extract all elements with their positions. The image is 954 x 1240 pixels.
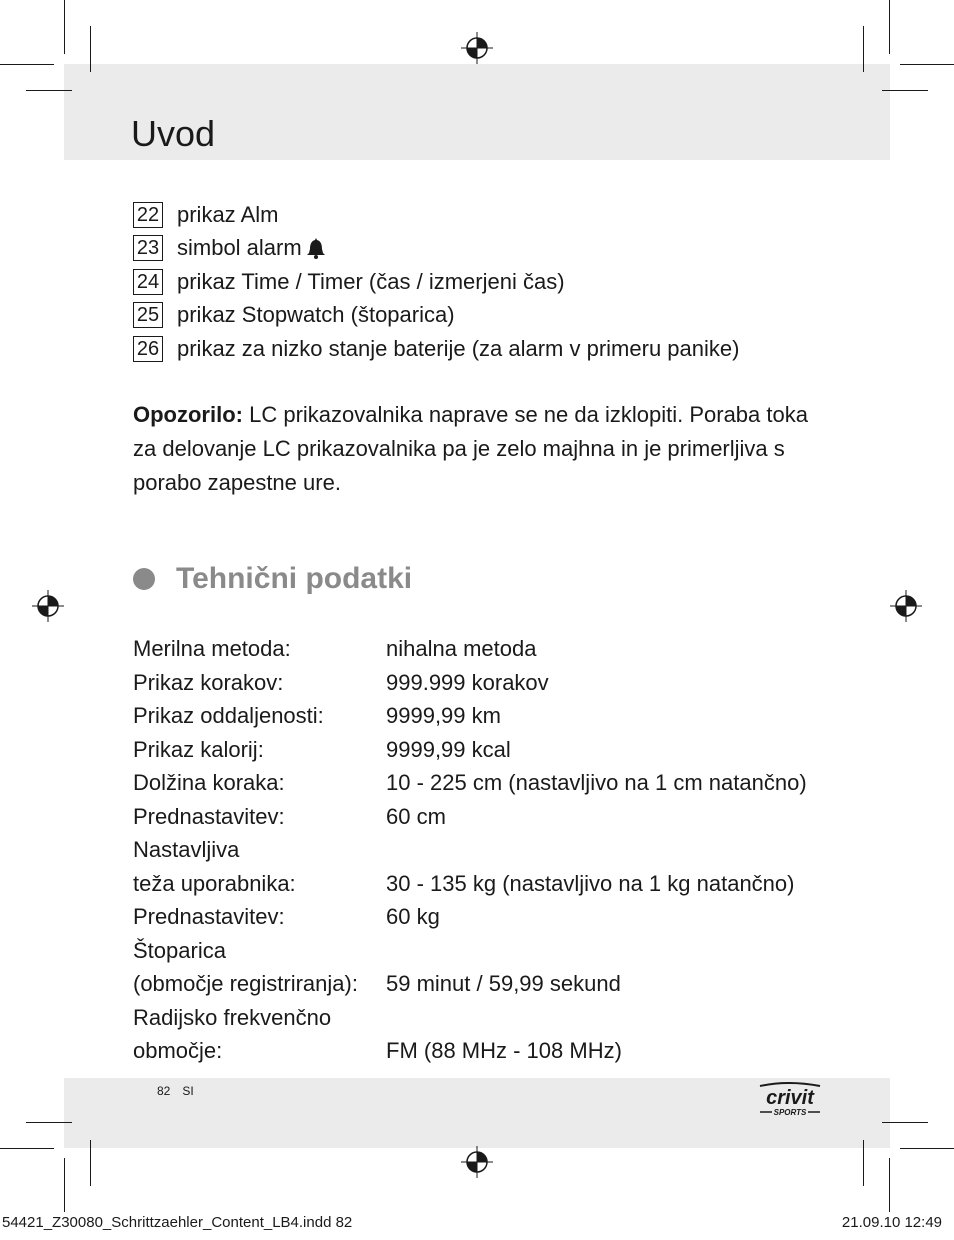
crivit-logo bbox=[758, 1082, 822, 1118]
crop-mark bbox=[64, 1158, 65, 1212]
spec-label: Prikaz oddaljenosti: bbox=[133, 703, 324, 728]
list-item bbox=[133, 198, 739, 232]
crop-mark bbox=[26, 1122, 72, 1123]
spec-value: 10 - 225 cm (nastavljivo na 1 cm natančno) bbox=[386, 770, 807, 795]
print-slug-file: 54421_Z30080_Schrittzaehler_Content_LB4.indd 82 bbox=[2, 1214, 353, 1231]
item-text: prikaz Alm bbox=[177, 201, 279, 227]
table-row bbox=[133, 800, 807, 834]
item-text: prikaz za nizko stanje baterije (za alarm v primeru panike) bbox=[177, 335, 740, 361]
crop-mark bbox=[882, 90, 928, 91]
crop-mark bbox=[0, 1148, 54, 1149]
warning-note bbox=[133, 398, 833, 500]
crop-mark bbox=[863, 1140, 864, 1186]
item-text: simbol alarm bbox=[177, 235, 302, 261]
spec-value: 9999,99 km bbox=[386, 703, 501, 728]
table-row bbox=[133, 833, 807, 867]
spec-value: 60 cm bbox=[386, 803, 446, 829]
registration-mark-icon bbox=[888, 588, 924, 624]
table-row bbox=[133, 934, 807, 968]
list-item bbox=[133, 265, 739, 299]
spec-label: Prikaz kalorij: bbox=[133, 736, 264, 762]
note-text: LC prikazovalnika naprave se ne da izklopiti. Poraba toka za delovanje LC prikazovalnika pa je zelo majhna in je primerljiva s porabo zapestne ure. bbox=[133, 402, 808, 495]
spec-value: 60 kg bbox=[386, 904, 440, 929]
spec-value: nihalna metoda bbox=[386, 636, 537, 661]
logo-sub: SPORTS bbox=[773, 1108, 807, 1117]
crop-mark bbox=[900, 64, 954, 65]
crop-mark bbox=[900, 1148, 954, 1149]
spec-value: 9999,99 kcal bbox=[386, 736, 511, 762]
spec-label: Radijsko frekvenčno bbox=[133, 1004, 332, 1030]
language-code: SI bbox=[182, 1084, 194, 1098]
section-title: Tehnični podatki bbox=[176, 562, 413, 595]
print-slug-date: 21.09.10 12:49 bbox=[841, 1214, 942, 1231]
bell-icon bbox=[306, 237, 326, 259]
item-number: 24 bbox=[133, 269, 163, 295]
spec-label: Prednastavitev: bbox=[133, 904, 285, 929]
table-row bbox=[133, 666, 807, 700]
specs-table bbox=[133, 632, 807, 1068]
crop-mark bbox=[26, 90, 72, 91]
registration-mark-icon bbox=[459, 30, 495, 66]
legend-list bbox=[133, 198, 739, 366]
registration-mark-icon bbox=[459, 1144, 495, 1180]
list-item bbox=[133, 332, 739, 366]
table-row bbox=[133, 1001, 807, 1035]
item-number: 25 bbox=[133, 302, 163, 328]
list-item bbox=[133, 299, 739, 333]
spec-label: Prednastavitev: bbox=[133, 803, 285, 829]
item-number: 23 bbox=[133, 235, 163, 261]
item-number: 22 bbox=[133, 202, 163, 228]
crop-mark bbox=[90, 26, 91, 72]
page-number: 82 bbox=[157, 1084, 171, 1098]
registration-mark-icon bbox=[30, 588, 66, 624]
table-row bbox=[133, 733, 807, 767]
item-text: prikaz Stopwatch (štoparica) bbox=[177, 302, 455, 328]
table-row bbox=[133, 867, 807, 901]
logo-brand: crivit bbox=[766, 1087, 814, 1109]
item-text: prikaz Time / Timer (čas / izmerjeni čas) bbox=[177, 268, 565, 294]
crop-mark bbox=[64, 0, 65, 54]
crop-mark bbox=[882, 1122, 928, 1123]
section-heading bbox=[133, 560, 412, 598]
table-row bbox=[133, 900, 807, 934]
list-item bbox=[133, 232, 739, 266]
spec-label: območje: bbox=[133, 1038, 223, 1063]
crop-mark bbox=[863, 26, 864, 72]
table-row bbox=[133, 699, 807, 733]
spec-value: 59 minut / 59,99 sekund bbox=[386, 971, 621, 996]
spec-value: 30 - 135 kg (nastavljivo na 1 kg natančno) bbox=[386, 870, 795, 896]
spec-value: 999.999 korakov bbox=[386, 669, 549, 695]
table-row bbox=[133, 766, 807, 800]
spec-label: Nastavljiva bbox=[133, 837, 240, 862]
crop-mark bbox=[889, 1158, 890, 1212]
spec-value: FM (88 MHz - 108 MHz) bbox=[386, 1038, 622, 1063]
bullet-icon bbox=[133, 568, 155, 590]
spec-label: teža uporabnika: bbox=[133, 870, 296, 896]
spec-label: Dolžina koraka: bbox=[133, 770, 285, 795]
note-label: Opozorilo: bbox=[133, 402, 243, 427]
crop-mark bbox=[0, 64, 54, 65]
table-row bbox=[133, 967, 807, 1001]
page-title: Uvod bbox=[131, 113, 216, 154]
crop-mark bbox=[90, 1140, 91, 1186]
spec-label: (območje registriranja): bbox=[133, 971, 358, 996]
spec-label: Prikaz korakov: bbox=[133, 669, 284, 695]
table-row bbox=[133, 632, 807, 666]
spec-label: Merilna metoda: bbox=[133, 636, 291, 661]
item-number: 26 bbox=[133, 336, 163, 362]
spec-label: Štoparica bbox=[133, 937, 226, 963]
crop-mark bbox=[889, 0, 890, 54]
page-footer bbox=[157, 1084, 194, 1098]
table-row bbox=[133, 1034, 807, 1068]
